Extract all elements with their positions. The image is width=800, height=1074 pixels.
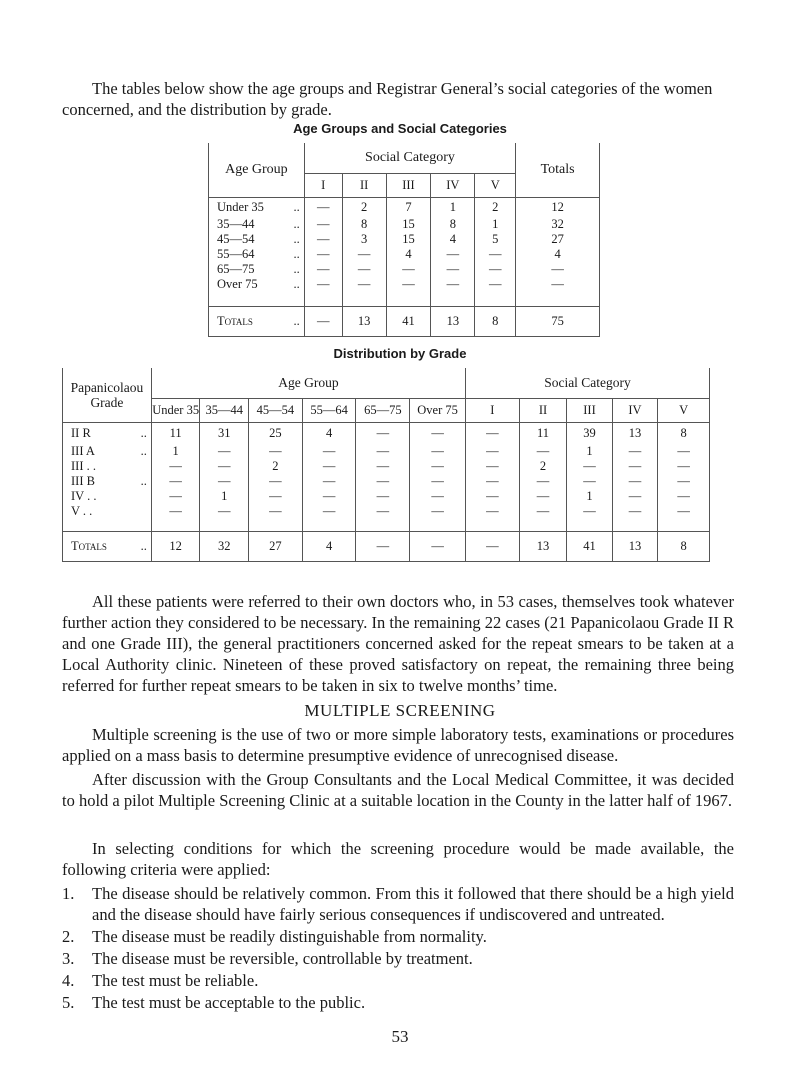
totals-cell: 13: [431, 306, 475, 336]
row-label: II R: [71, 425, 91, 440]
table-cell: 4: [431, 232, 475, 247]
table-row: [63, 459, 710, 474]
row-label-cell: [209, 306, 305, 336]
table-cell: —: [249, 489, 303, 504]
table-cell: —: [302, 474, 356, 489]
totals-row: [209, 306, 600, 336]
table-row: [63, 444, 710, 459]
row-label: IV . .: [71, 489, 97, 503]
table-cell: 2: [342, 197, 386, 217]
spacer-cell: [567, 519, 612, 531]
table-cell: 2: [249, 459, 303, 474]
row-label-cell: [63, 531, 152, 561]
leader-dots: ..: [293, 277, 300, 291]
totals-cell: 41: [567, 531, 612, 561]
leader-dots: ..: [293, 247, 300, 261]
row-label: III B: [71, 474, 95, 488]
table-cell: 31: [200, 422, 249, 444]
totals-cell: 4: [302, 531, 356, 561]
spacer-cell: [658, 519, 710, 531]
category-header: V: [475, 173, 516, 197]
table-row: [209, 232, 600, 247]
criteria-item: [62, 948, 734, 969]
row-label-cell: [209, 262, 305, 277]
row-label-cell: [63, 504, 152, 519]
row-label: III . .: [71, 459, 96, 473]
age-group-column-header: 65—75: [356, 398, 410, 422]
category-column-header: II: [519, 398, 567, 422]
table-row: [209, 217, 600, 232]
row-label: Totals: [217, 313, 253, 328]
table-cell: —: [151, 504, 200, 519]
table-cell: —: [567, 459, 612, 474]
table-row: [209, 247, 600, 262]
table-cell: 7: [386, 197, 431, 217]
table-cell: —: [567, 474, 612, 489]
row-label: 55—64: [217, 247, 255, 261]
criteria-intro-paragraph: In selecting conditions for which the screening procedure would be made available, the following criteria were applied:: [62, 839, 734, 879]
row-label-cell: [63, 422, 152, 444]
table-cell: —: [658, 489, 710, 504]
row-label-cell: [209, 277, 305, 292]
table-cell: —: [249, 474, 303, 489]
table-cell: —: [658, 474, 710, 489]
table-cell: —: [249, 504, 303, 519]
table-cell: —: [410, 504, 466, 519]
totals-cell: 13: [612, 531, 657, 561]
leader-dots: ..: [140, 444, 147, 458]
table-cell: —: [304, 247, 342, 262]
table-cell: —: [658, 444, 710, 459]
leader-dots: ..: [293, 262, 300, 276]
criteria-item: [62, 970, 734, 991]
spacer-cell: [302, 519, 356, 531]
spacer-cell: [304, 292, 342, 306]
criteria-text: The test must be reliable.: [92, 971, 259, 990]
table-cell: —: [249, 444, 303, 459]
table-cell: —: [342, 247, 386, 262]
criteria-text: The disease should be relatively common. From this it followed that there should be a high yield and the disease should have fairly serious consequences if undiscovered and untreated.: [92, 884, 734, 924]
row-label: 65—75: [217, 262, 255, 276]
table-cell: —: [356, 459, 410, 474]
leader-dots: ..: [293, 232, 300, 246]
table-cell: —: [302, 504, 356, 519]
leader-dots: ..: [293, 217, 300, 231]
table-cell: —: [612, 474, 657, 489]
table-cell: 4: [386, 247, 431, 262]
grand-total-cell: 75: [516, 306, 600, 336]
table-cell: —: [567, 504, 612, 519]
table-cell: 15: [386, 232, 431, 247]
table-cell: —: [200, 459, 249, 474]
table-cell: —: [410, 459, 466, 474]
table-cell: —: [466, 444, 520, 459]
row-label-cell: [209, 232, 305, 247]
table-cell: —: [151, 474, 200, 489]
total-cell: 32: [516, 217, 600, 232]
papanicolaou-header: [63, 368, 152, 422]
table-cell: —: [475, 277, 516, 292]
row-label-cell: [63, 474, 152, 489]
table-row: [63, 489, 710, 504]
table-cell: —: [342, 277, 386, 292]
spacer-cell: [386, 292, 431, 306]
table-cell: 15: [386, 217, 431, 232]
table2-caption: Distribution by Grade: [333, 346, 467, 361]
table-cell: 8: [431, 217, 475, 232]
table-cell: —: [658, 504, 710, 519]
totals-header: Totals: [516, 143, 600, 197]
spacer-cell: [249, 519, 303, 531]
totals-row: [63, 531, 710, 561]
social-category-header: Social Category: [304, 143, 515, 173]
spacer-row: [209, 292, 600, 306]
table-cell: —: [304, 277, 342, 292]
totals-cell: 13: [342, 306, 386, 336]
spacer-cell: [342, 292, 386, 306]
table-cell: —: [200, 474, 249, 489]
table-cell: 11: [151, 422, 200, 444]
table-cell: —: [466, 459, 520, 474]
table-cell: —: [304, 232, 342, 247]
row-label-cell: [209, 247, 305, 262]
table-cell: —: [304, 217, 342, 232]
referral-paragraph: All these patients were referred to their own doctors who, in 53 cases, themselves took whatever further action they considered to be necessary. In the remaining 22 cases (21 Papanicolaou Grade II R and one Grade III), the general practitioners concerned asked for the repeat smears to be taken at a Local Authority clinic. Nineteen of these proved satisfactory on repeat, the remaining three being referred for further repeat smears to be taken in six to twelve months’ time.: [62, 592, 734, 695]
table-cell: —: [356, 444, 410, 459]
spacer-cell: [356, 519, 410, 531]
table-cell: 25: [249, 422, 303, 444]
age-group-column-header: 35—44: [200, 398, 249, 422]
table-cell: 1: [431, 197, 475, 217]
table-cell: 8: [342, 217, 386, 232]
totals-cell: 41: [386, 306, 431, 336]
grade-distribution-table: [62, 368, 710, 562]
criteria-number: 3.: [62, 949, 75, 968]
category-header: I: [304, 173, 342, 197]
spacer-cell: [63, 519, 152, 531]
row-label-cell: [63, 444, 152, 459]
category-column-header: IV: [612, 398, 657, 422]
totals-cell: —: [356, 531, 410, 561]
table-cell: 4: [302, 422, 356, 444]
table-cell: 8: [658, 422, 710, 444]
spacer-cell: [516, 292, 600, 306]
table-cell: 1: [200, 489, 249, 504]
totals-cell: 8: [658, 531, 710, 561]
criteria-number: 2.: [62, 927, 75, 946]
table-cell: —: [386, 277, 431, 292]
total-cell: 4: [516, 247, 600, 262]
table-cell: —: [612, 459, 657, 474]
table-cell: —: [410, 474, 466, 489]
table-cell: 13: [612, 422, 657, 444]
table-cell: —: [466, 489, 520, 504]
table-cell: —: [304, 262, 342, 277]
table1-caption: Age Groups and Social Categories: [293, 121, 507, 136]
age-group-column-header: Under 35: [151, 398, 200, 422]
category-header: II: [342, 173, 386, 197]
category-header: III: [386, 173, 431, 197]
criteria-item: [62, 883, 734, 925]
category-column-header: I: [466, 398, 520, 422]
criteria-number: 1.: [62, 884, 75, 903]
criteria-item: [62, 926, 734, 947]
age-group-header: Age Group: [209, 143, 305, 197]
spacer-cell: [519, 519, 567, 531]
table-cell: —: [658, 459, 710, 474]
leader-dots: ..: [140, 538, 147, 553]
table-cell: —: [410, 489, 466, 504]
totals-cell: 27: [249, 531, 303, 561]
row-label: 45—54: [217, 232, 255, 246]
table-row: [209, 262, 600, 277]
table-cell: —: [431, 262, 475, 277]
table-cell: —: [304, 197, 342, 217]
table-cell: —: [151, 459, 200, 474]
definition-paragraph: Multiple screening is the use of two or more simple laboratory tests, examinations or procedures applied on a mass basis to determine presumptive evidence of unrecognised disease.: [62, 725, 734, 765]
pilot-clinic-paragraph: After discussion with the Group Consultants and the Local Medical Committee, it was decided to hold a pilot Multiple Screening Clinic at a suitable location in the County in the latter half of 1967.: [62, 770, 734, 810]
age-group-column-header: 55—64: [302, 398, 356, 422]
table-cell: —: [410, 422, 466, 444]
papanicolaou-header-text: Papanicolaou Grade: [70, 379, 144, 410]
category-header: IV: [431, 173, 475, 197]
table-cell: —: [356, 474, 410, 489]
table-cell: —: [519, 489, 567, 504]
totals-cell: —: [410, 531, 466, 561]
row-label: Under 35: [217, 199, 264, 214]
social-category-header: Social Category: [466, 368, 710, 398]
section-heading: MULTIPLE SCREENING: [304, 701, 496, 720]
criteria-text: The test must be acceptable to the public.: [92, 993, 366, 1012]
table-row: [63, 504, 710, 519]
table-cell: —: [431, 247, 475, 262]
table-cell: —: [475, 247, 516, 262]
totals-cell: 32: [200, 531, 249, 561]
totals-cell: 13: [519, 531, 567, 561]
leader-dots: ..: [293, 313, 300, 328]
table-cell: —: [302, 489, 356, 504]
spacer-cell: [431, 292, 475, 306]
total-cell: —: [516, 277, 600, 292]
table-cell: —: [612, 504, 657, 519]
spacer-cell: [475, 292, 516, 306]
row-label: Over 75: [217, 277, 258, 291]
table-cell: —: [519, 474, 567, 489]
category-column-header: V: [658, 398, 710, 422]
leader-dots: ..: [140, 425, 147, 440]
age-group-column-header: Over 75: [410, 398, 466, 422]
table-row: [63, 474, 710, 489]
table-row: [209, 197, 600, 217]
totals-cell: 12: [151, 531, 200, 561]
leader-dots: ..: [293, 199, 300, 214]
table-cell: —: [200, 444, 249, 459]
spacer-cell: [612, 519, 657, 531]
table-cell: —: [342, 262, 386, 277]
table-row: [209, 277, 600, 292]
leader-dots: ..: [140, 474, 147, 488]
totals-cell: 8: [475, 306, 516, 336]
row-label-cell: [209, 197, 305, 217]
intro-paragraph: The tables below show the age groups and Registrar General’s social categories of the women concerned, and the distribution by grade.: [62, 79, 713, 119]
category-column-header: III: [567, 398, 612, 422]
table-cell: 5: [475, 232, 516, 247]
table-cell: 1: [567, 444, 612, 459]
spacer-cell: [209, 292, 305, 306]
row-label: III A: [71, 444, 95, 458]
spacer-cell: [410, 519, 466, 531]
spacer-cell: [200, 519, 249, 531]
row-label-cell: [63, 489, 152, 504]
total-cell: 12: [516, 197, 600, 217]
criteria-number: 4.: [62, 971, 75, 990]
row-label: V . .: [71, 504, 93, 518]
spacer-row: [63, 519, 710, 531]
criteria-list: [62, 883, 734, 1014]
row-label-cell: [209, 217, 305, 232]
table-cell: 39: [567, 422, 612, 444]
table-cell: 3: [342, 232, 386, 247]
table-cell: —: [431, 277, 475, 292]
spacer-cell: [151, 519, 200, 531]
criteria-number: 5.: [62, 993, 75, 1012]
table-cell: —: [356, 504, 410, 519]
table-cell: 2: [519, 459, 567, 474]
total-cell: —: [516, 262, 600, 277]
table-cell: —: [151, 489, 200, 504]
criteria-text: The disease must be reversible, controllable by treatment.: [92, 949, 473, 968]
table-cell: 1: [475, 217, 516, 232]
table-cell: —: [386, 262, 431, 277]
row-label: 35—44: [217, 217, 255, 231]
table-cell: —: [200, 504, 249, 519]
table-cell: —: [475, 262, 516, 277]
table-cell: —: [519, 444, 567, 459]
totals-cell: —: [304, 306, 342, 336]
table-cell: —: [612, 444, 657, 459]
criteria-text: The disease must be readily distinguishable from normality.: [92, 927, 487, 946]
table-cell: —: [466, 504, 520, 519]
table-cell: —: [612, 489, 657, 504]
table-cell: 1: [567, 489, 612, 504]
table-cell: —: [410, 444, 466, 459]
age-group-header: Age Group: [151, 368, 465, 398]
table-cell: —: [466, 474, 520, 489]
table-cell: —: [302, 444, 356, 459]
table-cell: 2: [475, 197, 516, 217]
row-label: Totals: [71, 538, 107, 553]
table-cell: —: [302, 459, 356, 474]
table-cell: —: [356, 422, 410, 444]
table-row: [63, 422, 710, 444]
total-cell: 27: [516, 232, 600, 247]
spacer-cell: [466, 519, 520, 531]
row-label-cell: [63, 459, 152, 474]
totals-cell: —: [466, 531, 520, 561]
criteria-item: [62, 992, 734, 1013]
table-cell: —: [356, 489, 410, 504]
age-group-column-header: 45—54: [249, 398, 303, 422]
table-cell: 11: [519, 422, 567, 444]
table-cell: 1: [151, 444, 200, 459]
age-social-table: [208, 143, 600, 337]
table-cell: —: [466, 422, 520, 444]
table-cell: —: [519, 504, 567, 519]
page-number: 53: [391, 1027, 409, 1046]
